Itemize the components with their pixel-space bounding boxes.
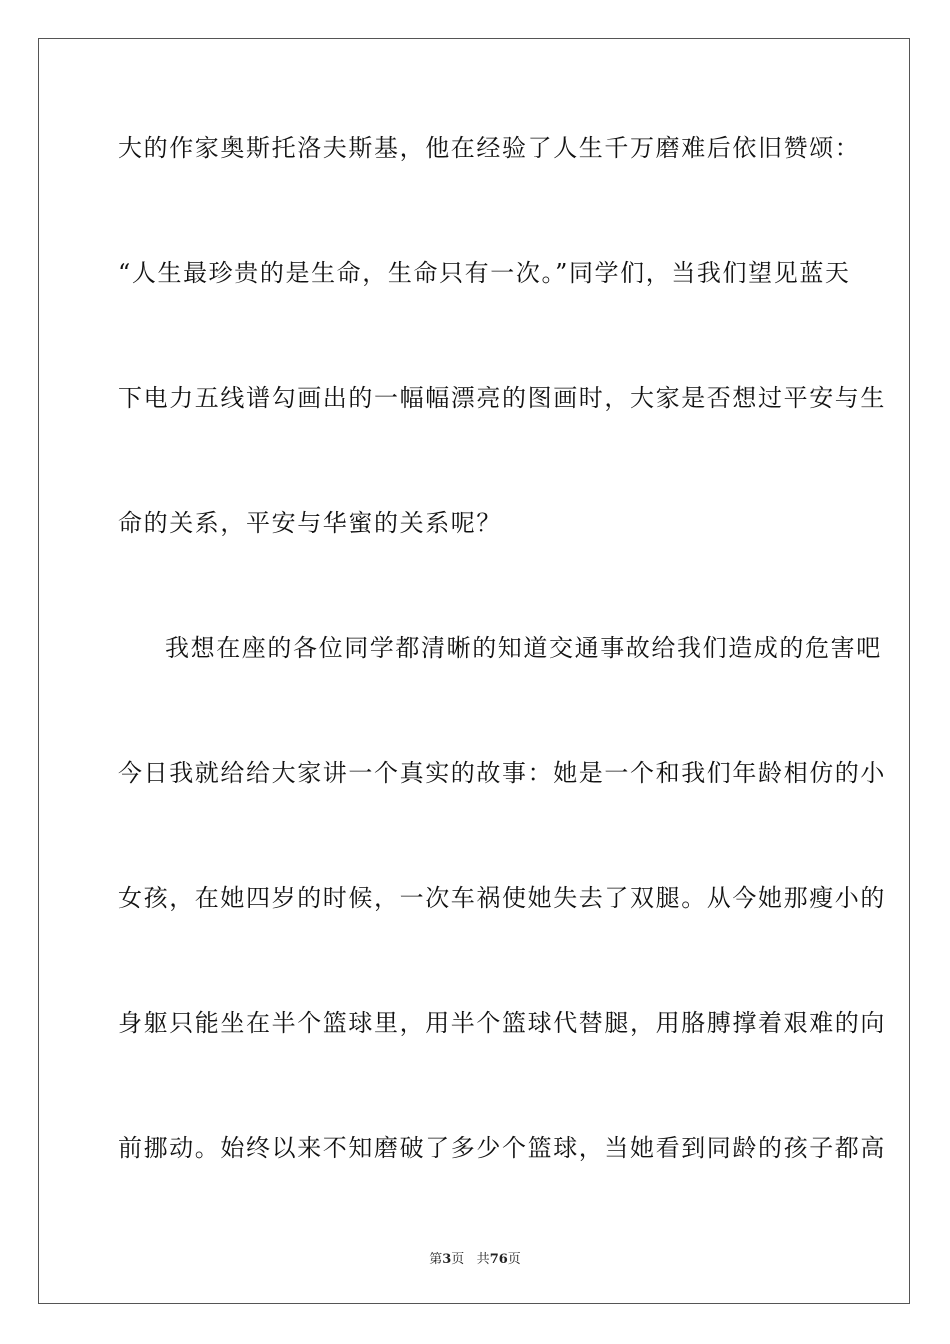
text-line: “人生最珍贵的是生命，生命只有一次。”同学们，当我们望见蓝天 [118, 259, 851, 287]
total-pages: 76 [489, 1252, 508, 1267]
total-suffix: 页 [507, 1252, 521, 1267]
total-prefix: 共 [476, 1252, 490, 1267]
page-suffix: 页 [451, 1252, 465, 1267]
page-border [38, 38, 910, 1304]
text-line: 女孩，在她四岁的时候，一次车祸使她失去了双腿。从今她那瘦小的 [118, 884, 886, 912]
text-line: 大的作家奥斯托洛夫斯基，他在经验了人生千万磨难后依旧赞颂： [118, 134, 861, 162]
page-prefix: 第 [429, 1252, 443, 1267]
page-number: 3 [442, 1252, 452, 1267]
text-line: 今日我就给给大家讲一个真实的故事：她是一个和我们年龄相仿的小 [118, 759, 886, 787]
text-line: 下电力五线谱勾画出的一幅幅漂亮的图画时，大家是否想过平安与生 [118, 384, 886, 412]
page-footer [0, 1248, 950, 1267]
text-line: 身躯只能坐在半个篮球里，用半个篮球代替腿，用胳膊撑着艰难的向 [118, 1009, 886, 1037]
text-line: 前挪动。始终以来不知磨破了多少个篮球，当她看到同龄的孩子都高 [118, 1134, 886, 1162]
text-line: 命的关系，平安与华蜜的关系呢？ [118, 509, 502, 537]
paragraph-start-line: 我想在座的各位同学都清晰的知道交通事故给我们造成的危害吧 [165, 634, 882, 662]
